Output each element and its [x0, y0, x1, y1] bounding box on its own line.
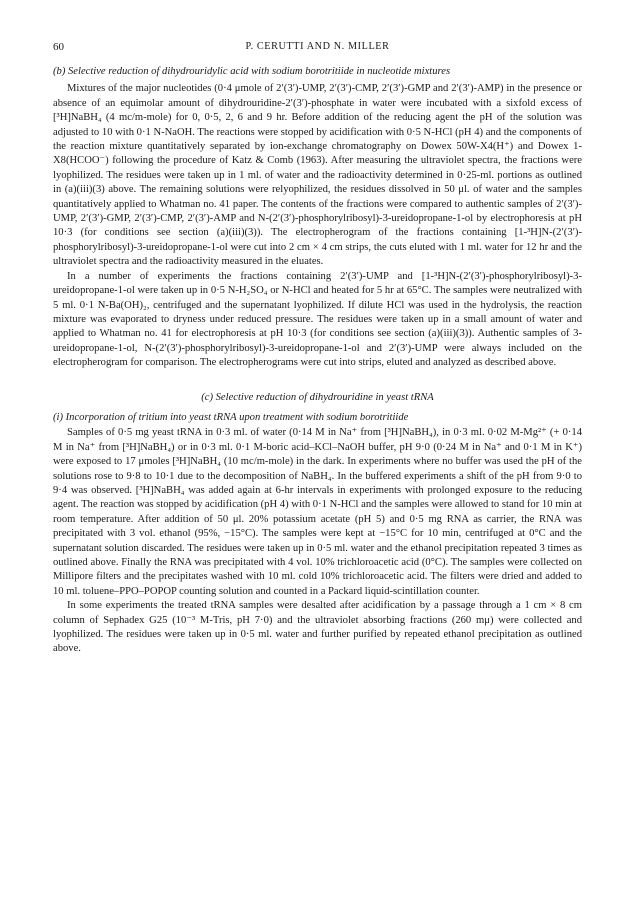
running-title: P. CERUTTI AND N. MILLER: [245, 41, 390, 52]
section-b-paragraph-1: Mixtures of the major nucleotides (0·4 μmole of 2′(3′)-UMP, 2′(3′)-CMP, 2′(3′)-GMP and 2′(3′)-AMP) in the presence or absence of an equimolar amount of dihydrouridine-2′(3′)-phosphate in water were incubated with a sixfold excess of [³H]NaBH₄ (4 mc/m-mole) for 0, 0·5, 2, 6 and 9 hr. Before addition of the reducing agent the pH of the solution was adjusted to 10 with 0·1 N-NaOH. The reactions were stopped by acidification with 0·5 N-HCl (pH 4) and the components of the reaction mixture quantitatively separated by ion-exchange chromatography on Dowex 50W-X4(H⁺) and Dowex 1-X8(HCOO⁻) following the procedure of Katz & Comb (1963). After measuring the ultraviolet spectra, the fractions were lyophilized. The residues were taken up in 1 ml. of water and the radioactivity determined in 0·25-ml. portions as outlined in (a)(iii)(3) above. The remaining solutions were relyophilized, the residues dissolved in 50 μl. of water and the samples quantitatively applied to Whatman no. 41 paper. The contents of the fractions were compared to authentic samples of 2′(3′)-UMP, 2′(3′)-GMP, 2′(3′)-CMP, 2′(3′)-AMP and N-(2′(3′)-phosphorylribosyl)-3-ureidopropane-1-ol by electrophoresis at pH 10·3 (for conditions see section (a)(iii)(3)). The electropherogram of the fractions containing [1-³H]N-(2′(3′)-phosphorylribosyl)-3-ureidopropane-1-ol were cut into 2 cm × 4 cm strips, the cuts eluted with 1 ml. water for 12 hr and the ultraviolet spectra and the radioactivity measured in the eluates.: [53, 83, 582, 268]
section-c-heading: (c) Selective reduction of dihydrouridine in yeast tRNA: [201, 391, 434, 403]
section-c-paragraph-1: Samples of 0·5 mg yeast tRNA in 0·3 ml. of water (0·14 M in Na⁺ from [³H]NaBH₄), in 0·3 ml. 0·02 M-Mg²⁺ (+ 0·14 M in Na⁺ from [³H]NaBH₄) or in 0·3 ml. 0·1 M-boric acid–KCl–NaOH buffer, pH 9·0 (0·24 M in Na⁺ and 0·1 M in K⁺) were exposed to 17 μmoles [³H]NaBH₄ (10 mc/m-mole) in the dark. In experiments where no buffer was used the pH of the solutions rose to 9·8 to 10·1 due to the decomposition of NaBH₄. In the buffered experiments a shift of the pH from 9·0 to 9·4 was observed. [³H]NaBH₄ was added again at 6-hr intervals in experiments with prolonged exposure to the reducing agent. The reaction was stopped by acidification (pH 4) with 0·1 N-HCl and the samples were allowed to stand for 10 min at room temperature. After addition of 50 μl. 20% potassium acetate (pH 5) and 0·5 mg RNA as carrier, the RNA was precipitated with 3 vol. ethanol (95%, −15°C). The samples were kept at −15°C for 10 min, centrifuged at 0°C and the supernatant solution discarded. The residues were taken up in 0·5 ml. water and the ethanol precipitation repeated 3 times as outlined above. Finally the RNA was precipitated with 4 vol. 10% trichloroacetic acid (0°C). The samples were collected on Millipore filters and the precipitates washed with 10 ml. cold 10% trichloroacetic acid. The filters were dried and added to 10 ml. toluene–PPO–POPOP counting solution and counted in a Packard liquid-scintillation counter.: [53, 427, 582, 597]
page-number: 60: [53, 41, 64, 53]
section-b-paragraph-2: In a number of experiments the fractions containing 2′(3′)-UMP and [1-³H]N-(2′(3′)-phosphorylribosyl)-3-ureidopropane-1-ol were taken up in 0·5 N-H₂SO₄ or N-HCl and heated for 5 hr at 65°C. The samples were neutralized with 5 ml. 0·1 N-Ba(OH)₂, centrifuged and the supernatant lyophilized. If dilute HCl was used in the hydrolysis, the reaction mixture was evaporated to dryness under reduced pressure. The residues were taken up in a small amount of water and applied to Whatman no. 41 for electrophoresis at pH 10·3 (for conditions see section (a)(iii)(3)). Authentic samples of 3-ureidopropane-1-ol, N-(2′(3′)-phosphorylribosyl)-3-ureidopropane-1-ol and 2′(3′)-UMP were always included on the electropherogram for comparison. The electropherograms were cut into strips, eluted and analyzed as described above.: [53, 270, 582, 369]
section-b-heading: (b) Selective reduction of dihydrouridylic acid with sodium borotritiide in nucleotide mixtures: [53, 66, 451, 77]
running-head: [53, 40, 582, 54]
section-c-subheading: (i) Incorporation of tritium into yeast tRNA upon treatment with sodium borotritiide: [53, 411, 409, 423]
section-c-paragraph-2: In some experiments the treated tRNA samples were desalted after acidification by a passage through a 1 cm × 8 cm column of Sephadex G25 (10⁻³ M-Tris, pH 7·0) and the ultraviolet absorbing fractions (260 mμ) were collected and lyophilized. The residues were taken up in 0·5 ml. water and further purified by repeated ethanol precipitation as outlined above.: [53, 600, 582, 655]
